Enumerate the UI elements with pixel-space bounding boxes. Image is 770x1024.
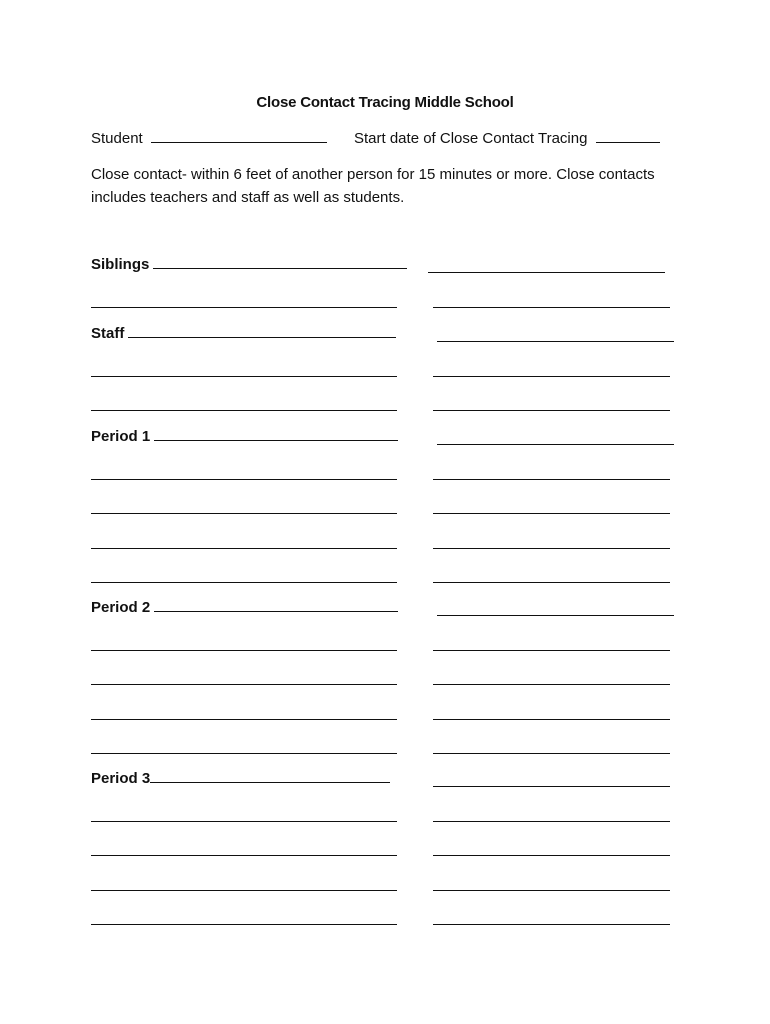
- form-title: Close Contact Tracing Middle School: [256, 94, 514, 111]
- staff-field-right[interactable]: [437, 341, 674, 342]
- period2-field-left-3[interactable]: [91, 684, 397, 685]
- period1-field-right-4[interactable]: [433, 548, 670, 549]
- period1-field-right-2[interactable]: [433, 479, 670, 480]
- period3-field-left-3[interactable]: [91, 855, 397, 856]
- period3-field-right-4[interactable]: [433, 890, 670, 891]
- staff-field-right-2[interactable]: [433, 376, 670, 377]
- period1-field-left-5[interactable]: [91, 582, 397, 583]
- period3-row: [91, 768, 390, 787]
- period1-field-left-4[interactable]: [91, 548, 397, 549]
- period3-field[interactable]: [150, 768, 390, 783]
- start-date-field[interactable]: [596, 128, 660, 143]
- period1-field-left-3[interactable]: [91, 513, 397, 514]
- period2-row: [91, 597, 398, 616]
- student-name-field[interactable]: [151, 128, 327, 143]
- period2-field[interactable]: [154, 597, 398, 612]
- siblings-row: [91, 254, 407, 273]
- period2-field-left-2[interactable]: [91, 650, 397, 651]
- period2-field-right[interactable]: [437, 615, 674, 616]
- period2-field-left-4[interactable]: [91, 719, 397, 720]
- staff-field-left-2[interactable]: [91, 376, 397, 377]
- period2-field-right-3[interactable]: [433, 684, 670, 685]
- period3-field-right[interactable]: [433, 786, 670, 787]
- siblings-field-right[interactable]: [428, 272, 665, 273]
- siblings-field-right-2[interactable]: [433, 307, 670, 308]
- period3-field-right-5[interactable]: [433, 924, 670, 925]
- period2-field-right-4[interactable]: [433, 719, 670, 720]
- period1-field-left-2[interactable]: [91, 479, 397, 480]
- period3-field-right-2[interactable]: [433, 821, 670, 822]
- start-date-label: Start date of Close Contact Tracing: [354, 130, 588, 147]
- period3-field-right-3[interactable]: [433, 855, 670, 856]
- period3-field-left-4[interactable]: [91, 890, 397, 891]
- period1-field[interactable]: [154, 426, 398, 441]
- close-contact-definition: Close contact- within 6 feet of another person for 15 minutes or more. Close contacts includes teachers and staff as well as students.: [91, 166, 655, 206]
- staff-label: Staff: [91, 325, 125, 342]
- period1-field-right[interactable]: [437, 444, 674, 445]
- period2-label: Period 2: [91, 599, 151, 616]
- period1-row: [91, 426, 398, 445]
- start-date-row: [354, 128, 660, 147]
- staff-field-left-3[interactable]: [91, 410, 397, 411]
- period1-field-right-5[interactable]: [433, 582, 670, 583]
- period3-label: Period 3: [91, 770, 151, 787]
- period1-field-right-3[interactable]: [433, 513, 670, 514]
- staff-field[interactable]: [128, 323, 396, 338]
- siblings-field-left-2[interactable]: [91, 307, 397, 308]
- period2-field-right-5[interactable]: [433, 753, 670, 754]
- period2-field-right-2[interactable]: [433, 650, 670, 651]
- period3-field-left-5[interactable]: [91, 924, 397, 925]
- period2-field-left-5[interactable]: [91, 753, 397, 754]
- staff-field-right-3[interactable]: [433, 410, 670, 411]
- period1-label: Period 1: [91, 428, 151, 445]
- student-label: Student: [91, 130, 143, 147]
- period3-field-left-2[interactable]: [91, 821, 397, 822]
- student-row: [91, 128, 327, 147]
- siblings-field[interactable]: [153, 254, 407, 269]
- staff-row: [91, 323, 396, 342]
- siblings-label: Siblings: [91, 256, 150, 273]
